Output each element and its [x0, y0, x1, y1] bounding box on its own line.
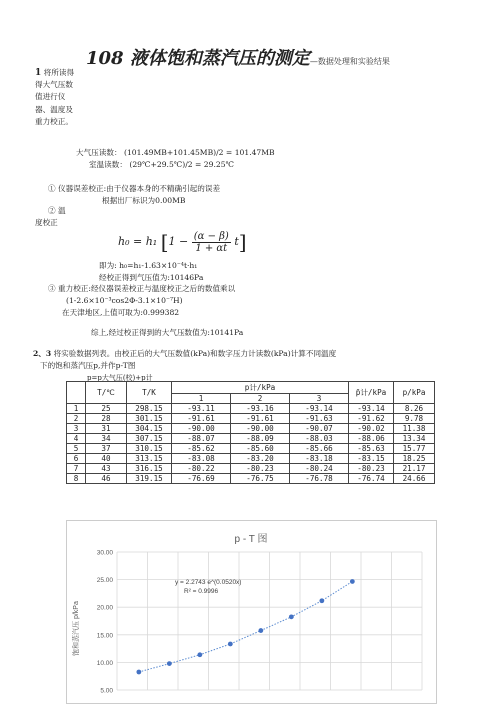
table-row [67, 434, 435, 444]
table-cell: -93.14 [290, 404, 349, 414]
data-table [66, 381, 435, 484]
data-point [197, 652, 202, 657]
table-cell: 307.15 [127, 434, 172, 444]
formula-numerator: (α − β) [193, 230, 229, 242]
table-cell: -93.11 [172, 404, 231, 414]
table-header-row [67, 382, 435, 394]
table-row [67, 404, 435, 414]
pressure-formula: p=p大气压(校)+p计 [87, 374, 153, 382]
trendline-equation: y = 2.2743 e^(0.0520x) [175, 579, 242, 586]
table-body [67, 404, 435, 484]
section2-instruction: 将实验数据列表。由校正后的大气压数值(kPa)和数字压力计读数(kPa)计算不同温度 [53, 349, 337, 358]
col-header-p: p/kPa [394, 382, 435, 404]
table-cell: 13.34 [394, 434, 435, 444]
pt-chart [66, 520, 437, 704]
table-cell: -90.00 [231, 424, 290, 434]
table-cell: -85.63 [349, 444, 394, 454]
table-cell: -91.62 [349, 414, 394, 424]
table-cell: 301.15 [127, 414, 172, 424]
table-cell: 31 [86, 424, 127, 434]
room-temp-reading: 室温读数： (29℃+29.5℃)/2 = 29.25℃ [89, 160, 235, 169]
table-cell: 24.66 [394, 474, 435, 484]
title-subtitle: —数据处理和实验结果 [309, 57, 390, 66]
temp-correction-label-2: 度校正 [35, 218, 58, 227]
table-cell: 2 [67, 414, 86, 424]
step1-description: 将所读得得大气压数值进行仪器、温度及重力校正。 [35, 68, 75, 126]
table-cell: 319.15 [127, 474, 172, 484]
y-tick-label: 20.00 [96, 604, 113, 612]
table-row [67, 424, 435, 434]
table-cell: -83.08 [172, 454, 231, 464]
table-cell: 298.15 [127, 404, 172, 414]
data-point [167, 661, 172, 666]
section2-line1 [33, 348, 336, 360]
table-cell: 1 [67, 404, 86, 414]
table-cell: 11.38 [394, 424, 435, 434]
table-cell: 7 [67, 464, 86, 474]
y-tick-label: 15.00 [96, 632, 113, 640]
formula-lhs: h₀ = h₁ [118, 235, 158, 248]
table-cell: 43 [86, 464, 127, 474]
table-cell: -80.23 [231, 464, 290, 474]
table-cell: -85.66 [290, 444, 349, 454]
table-cell: -88.03 [290, 434, 349, 444]
table-cell: -90.07 [290, 424, 349, 434]
table-cell: 34 [86, 434, 127, 444]
chart-grid [117, 552, 422, 690]
chart-y-ticks [97, 550, 114, 695]
chart-points [136, 579, 354, 674]
instrument-correction-value: 根据出厂标识为0.00MB [102, 196, 186, 205]
instrument-correction: ① 仪器误差校正:由于仪器本身的不精确引起的误差 [48, 184, 221, 193]
table-cell: 6 [67, 454, 86, 464]
table-cell: -93.14 [349, 404, 394, 414]
y-tick-label: 30.00 [96, 549, 113, 557]
data-point [136, 670, 141, 675]
table-cell: -91.61 [231, 414, 290, 424]
table-cell: -93.16 [231, 404, 290, 414]
temp-corrected-value: 经校正得到气压值为:10146Pa [99, 273, 204, 282]
table-cell: 313.15 [127, 454, 172, 464]
chart-trendline [139, 581, 353, 672]
step1-text [35, 67, 77, 128]
table-cell: -88.07 [172, 434, 231, 444]
trendline-r2: R² = 0.9996 [184, 588, 219, 595]
table-cell: 8 [67, 474, 86, 484]
table-cell: 28 [86, 414, 127, 424]
table-cell: 310.15 [127, 444, 172, 454]
table-cell: -83.15 [349, 454, 394, 464]
y-tick-label: 10.00 [96, 659, 113, 667]
pt-chart-svg [67, 521, 436, 703]
table-cell: -83.18 [290, 454, 349, 464]
table-cell: 37 [86, 444, 127, 454]
y-tick-label: 25.00 [96, 577, 113, 585]
table-cell: 316.15 [127, 464, 172, 474]
gravity-correction-factor: (1-2.6×10⁻³cos2Φ-3.1×10⁻⁷H) [66, 296, 183, 305]
table-cell: -85.60 [231, 444, 290, 454]
col-header-p-meter: p计/kPa [172, 382, 349, 394]
table-cell: -91.61 [172, 414, 231, 424]
trendline-path [139, 581, 353, 672]
data-point [319, 598, 324, 603]
table-cell: -85.62 [172, 444, 231, 454]
col-header-temp-k: T/K [127, 382, 172, 404]
formula-t: t [234, 235, 239, 248]
table-cell: -91.63 [290, 414, 349, 424]
table-cell: 25 [86, 404, 127, 414]
table-cell: 3 [67, 424, 86, 434]
temp-correction-simplified: 即为: h₀=h₁-1.63×10⁻⁴t·h₁ [99, 261, 198, 270]
title-main: 108 液体饱和蒸汽压的测定 [86, 48, 310, 69]
data-point [289, 614, 294, 619]
final-pressure: 综上,经过校正得到的大气压数值为:10141Pa [91, 328, 244, 337]
col-header-2: 2 [231, 394, 290, 404]
table-cell: -83.20 [231, 454, 290, 464]
table-cell: 9.78 [394, 414, 435, 424]
chart-title: p - T 图 [234, 534, 268, 545]
atm-reading: 大气压读数： (101.49MB+101.45MB)/2 = 101.47MB [76, 148, 275, 157]
temp-correction-formula: h₀ = h₁ [1 − $\frac{(\alpha - \beta)}{1 + \alpha t}$ t] [118, 230, 247, 254]
data-point [228, 642, 233, 647]
formula-denominator: 1 + αt [195, 242, 228, 254]
data-point [258, 628, 263, 633]
col-header-p-avg: p̄计/kPa [349, 382, 394, 404]
y-tick-label: 5.00 [100, 687, 113, 695]
section2-number: 2、3 [33, 349, 52, 358]
table-row [67, 444, 435, 454]
table-row [67, 414, 435, 424]
table-cell: -80.23 [349, 464, 394, 474]
data-point [350, 579, 355, 584]
table-cell: -80.24 [290, 464, 349, 474]
table-cell: 15.77 [394, 444, 435, 454]
temp-correction-label: ② 温 [48, 206, 66, 215]
table-cell: -90.00 [172, 424, 231, 434]
table-cell: 18.25 [394, 454, 435, 464]
table-cell: 304.15 [127, 424, 172, 434]
table-cell: 5 [67, 444, 86, 454]
gravity-correction-local-value: 在天津地区,上值可取为:0.999382 [62, 308, 180, 317]
step1-number: 1 [35, 68, 42, 78]
gravity-correction: ③ 重力校正:经仪器误差校正与温度校正之后的数值乘以 [48, 284, 236, 293]
table-cell: -88.06 [349, 434, 394, 444]
table-cell: -76.78 [290, 474, 349, 484]
table-cell: -76.75 [231, 474, 290, 484]
table-cell: 21.17 [394, 464, 435, 474]
table-cell: -88.09 [231, 434, 290, 444]
table-row [67, 464, 435, 474]
col-header-1: 1 [172, 394, 231, 404]
table-row [67, 454, 435, 464]
chart-ylabel: 饱和蒸汽压 p/kPa [73, 601, 80, 656]
table-cell: 46 [86, 474, 127, 484]
page-title [86, 44, 390, 70]
table-cell: -80.22 [172, 464, 231, 474]
table-cell: -76.74 [349, 474, 394, 484]
table-cell: 8.26 [394, 404, 435, 414]
table-row [67, 474, 435, 484]
table-cell: -90.02 [349, 424, 394, 434]
section2-line2: 下的饱和蒸汽压p,并作p-T图 [40, 361, 136, 370]
col-header-temp-c: T/℃ [86, 382, 127, 404]
table-cell: 40 [86, 454, 127, 464]
table-cell: -76.69 [172, 474, 231, 484]
col-header-3: 3 [290, 394, 349, 404]
table-cell: 4 [67, 434, 86, 444]
